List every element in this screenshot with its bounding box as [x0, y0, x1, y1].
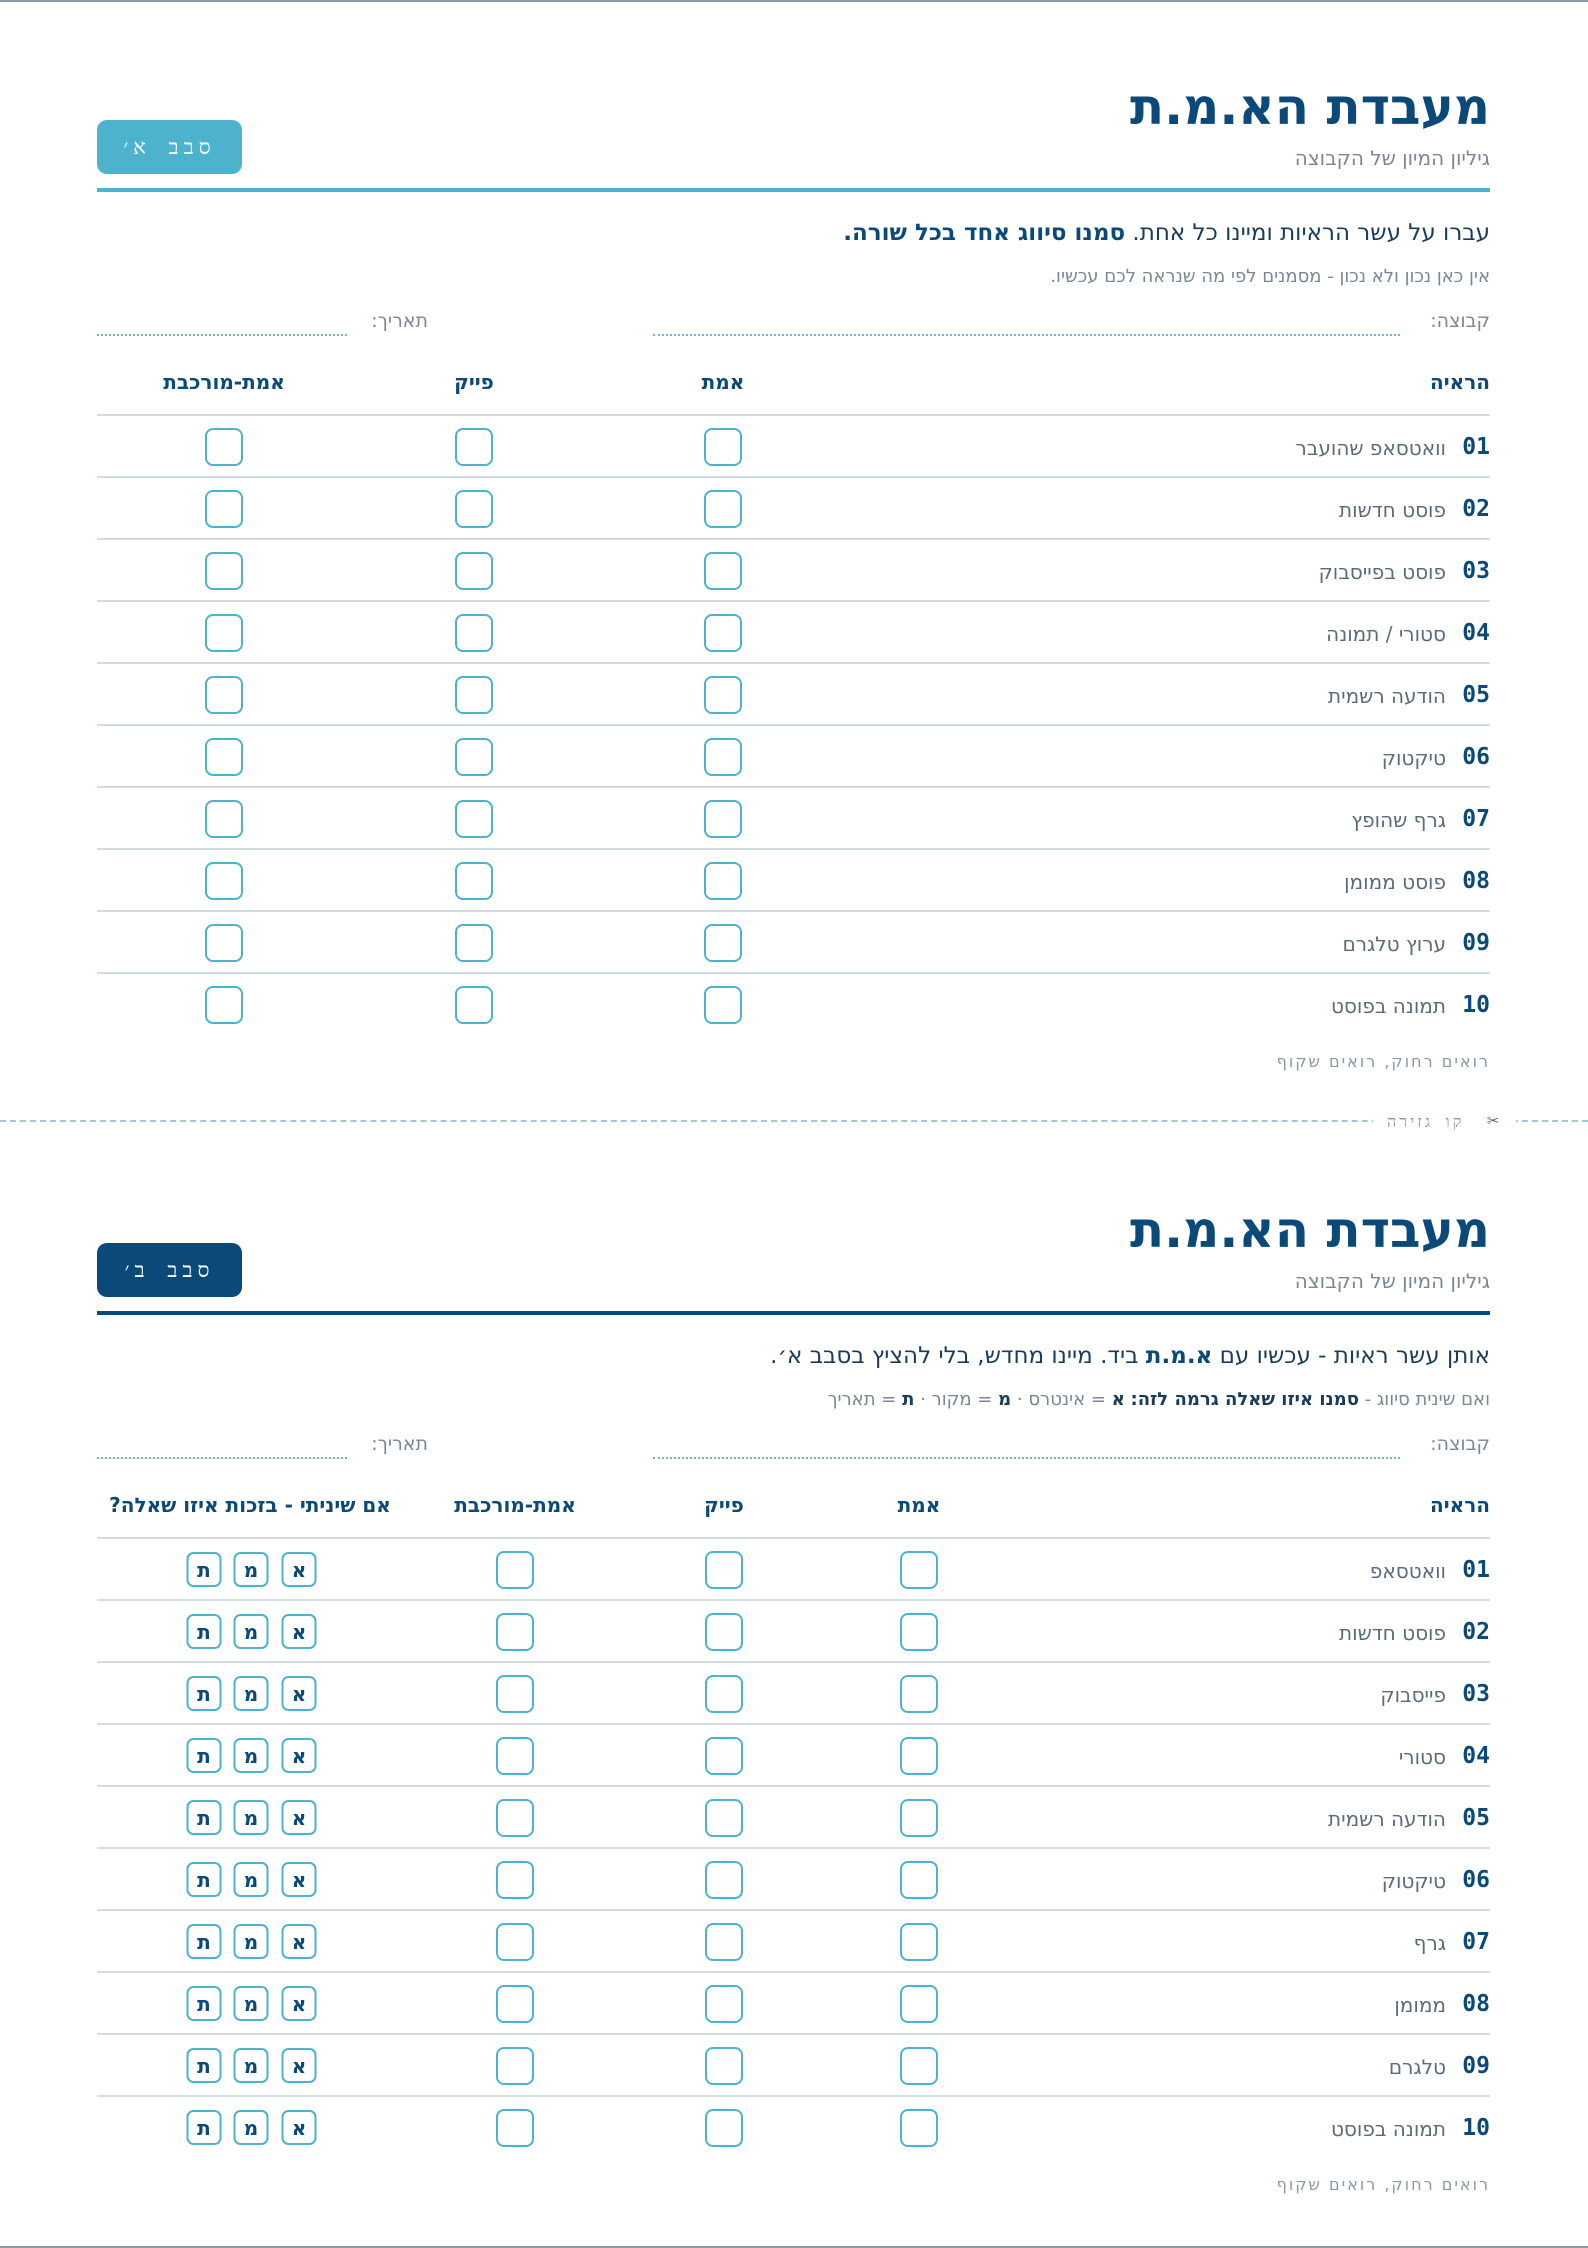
- page-title: מעבדת הא.מ.ת: [1129, 78, 1490, 136]
- row-label: סטורי / תמונה: [1326, 622, 1446, 646]
- form-fields: [97, 1427, 1490, 1477]
- letter-a-box[interactable]: א: [282, 2048, 317, 2083]
- table-row: [97, 2097, 1490, 2159]
- letter-t-box[interactable]: ת: [187, 1552, 222, 1587]
- row-number: 03: [1462, 558, 1490, 584]
- complex-checkbox[interactable]: [496, 2047, 534, 2085]
- true-checkbox[interactable]: [704, 490, 742, 528]
- table-row: [97, 974, 1490, 1036]
- complex-checkbox[interactable]: [496, 1737, 534, 1775]
- true-checkbox[interactable]: [900, 1923, 938, 1961]
- true-checkbox[interactable]: [900, 1985, 938, 2023]
- complex-checkbox[interactable]: [205, 552, 243, 590]
- group-label: קבוצה:: [1430, 1433, 1490, 1455]
- row-label: גרף: [1413, 1931, 1446, 1955]
- row-number: 10: [1462, 992, 1490, 1018]
- note-letter-m: מ: [998, 1389, 1012, 1410]
- instruction-text-end: ביד. מיינו מחדש, בלי להציץ בסבב א׳.: [770, 1343, 1139, 1369]
- row-label: פוסט חדשות: [1339, 1621, 1446, 1645]
- note: [97, 1389, 1490, 1415]
- complex-checkbox[interactable]: [496, 1923, 534, 1961]
- row-number: 05: [1462, 682, 1490, 708]
- cut-line: [0, 1120, 1588, 1122]
- row-number: 04: [1462, 620, 1490, 646]
- column-changed-question: אם שיניתי - בזכות איזו שאלה?: [109, 1493, 391, 1517]
- scissors-icon: ✂: [1486, 1108, 1502, 1132]
- row-number: 01: [1462, 434, 1490, 460]
- fake-checkbox[interactable]: [455, 924, 493, 962]
- sheet-round-b: [97, 1183, 1490, 2199]
- fake-checkbox[interactable]: [705, 2109, 743, 2147]
- row-number: 08: [1462, 868, 1490, 894]
- row-label: סטורי: [1398, 1745, 1446, 1769]
- true-checkbox[interactable]: [900, 1675, 938, 1713]
- fake-checkbox[interactable]: [455, 428, 493, 466]
- note-emphasis: סמנו איזו שאלה גרמה לזה:: [1130, 1389, 1359, 1410]
- note-letter-m-meaning: = מקור ·: [920, 1389, 993, 1410]
- column-evidence: הראיה: [1430, 1493, 1490, 1517]
- row-number: 02: [1462, 496, 1490, 522]
- fake-checkbox[interactable]: [705, 1985, 743, 2023]
- table-row: [97, 1911, 1490, 1973]
- complex-checkbox[interactable]: [496, 2109, 534, 2147]
- row-label: טיקטוק: [1381, 1869, 1446, 1893]
- table-header: [97, 1485, 1490, 1539]
- complex-checkbox[interactable]: [496, 1613, 534, 1651]
- table-row: [97, 540, 1490, 602]
- top-border: [0, 0, 1588, 2]
- letter-a-box[interactable]: א: [282, 1800, 317, 1835]
- fake-checkbox[interactable]: [705, 1923, 743, 1961]
- fake-checkbox[interactable]: [705, 1551, 743, 1589]
- complex-checkbox[interactable]: [205, 738, 243, 776]
- evidence-table: [97, 1539, 1490, 2159]
- sheet-header: [97, 1183, 1490, 1315]
- row-label: וואטסאפ שהועבר: [1295, 436, 1446, 460]
- table-header: [97, 362, 1490, 416]
- row-number: 07: [1462, 1929, 1490, 1955]
- page-title: מעבדת הא.מ.ת: [1129, 1201, 1490, 1259]
- row-label: ממומן: [1394, 1993, 1446, 2017]
- column-complex: אמת-מורכבת: [454, 1493, 576, 1517]
- true-checkbox[interactable]: [900, 1737, 938, 1775]
- true-checkbox[interactable]: [704, 676, 742, 714]
- instruction-emphasis: א.מ.ת: [1145, 1343, 1213, 1369]
- page-subtitle: גיליון המיון של הקבוצה: [1294, 146, 1490, 170]
- table-row: [97, 1725, 1490, 1787]
- table-row: [97, 850, 1490, 912]
- row-label: פוסט ממומן: [1344, 870, 1446, 894]
- true-checkbox[interactable]: [704, 428, 742, 466]
- date-field[interactable]: [97, 334, 347, 336]
- true-checkbox[interactable]: [704, 986, 742, 1024]
- table-row: [97, 664, 1490, 726]
- letter-m-box[interactable]: מ: [234, 1552, 269, 1587]
- fake-checkbox[interactable]: [455, 676, 493, 714]
- footer-slogan: רואים רחוק, רואים שקוף: [1276, 2175, 1490, 2194]
- letter-m-box[interactable]: מ: [234, 1614, 269, 1649]
- note-letter-t: ת: [902, 1389, 915, 1410]
- letter-t-box[interactable]: ת: [187, 2110, 222, 2145]
- table-row: [97, 478, 1490, 540]
- true-checkbox[interactable]: [900, 1613, 938, 1651]
- group-field[interactable]: [653, 334, 1400, 336]
- true-checkbox[interactable]: [900, 2047, 938, 2085]
- group-field[interactable]: [653, 1457, 1400, 1459]
- row-label: פוסט בפייסבוק: [1318, 560, 1446, 584]
- table-row: [97, 1849, 1490, 1911]
- letter-a-box[interactable]: א: [282, 1862, 317, 1897]
- complex-checkbox[interactable]: [205, 986, 243, 1024]
- letter-m-box[interactable]: מ: [234, 2110, 269, 2145]
- row-number: 03: [1462, 1681, 1490, 1707]
- column-fake: פייק: [454, 370, 494, 394]
- date-label: תאריך:: [371, 1433, 428, 1455]
- row-label: פייסבוק: [1380, 1683, 1446, 1707]
- letter-a-box[interactable]: א: [282, 1552, 317, 1587]
- letter-t-box[interactable]: ת: [187, 1986, 222, 2021]
- table-row: [97, 416, 1490, 478]
- row-number: 01: [1462, 1557, 1490, 1583]
- letter-t-box[interactable]: ת: [187, 1862, 222, 1897]
- page-subtitle: גיליון המיון של הקבוצה: [1294, 1269, 1490, 1293]
- fake-checkbox[interactable]: [455, 738, 493, 776]
- row-label: הודעה רשמית: [1327, 684, 1446, 708]
- row-number: 09: [1462, 930, 1490, 956]
- instruction-text: עברו על עשר הראיות ומיינו כל אחת.: [1132, 220, 1490, 246]
- true-checkbox[interactable]: [900, 1551, 938, 1589]
- complex-checkbox[interactable]: [205, 862, 243, 900]
- complex-checkbox[interactable]: [205, 924, 243, 962]
- column-complex: אמת-מורכבת: [163, 370, 285, 394]
- note-letter-t-meaning: = תאריך: [827, 1389, 897, 1410]
- letter-a-box[interactable]: א: [282, 1924, 317, 1959]
- fake-checkbox[interactable]: [455, 614, 493, 652]
- row-label: וואטסאפ: [1369, 1559, 1446, 1583]
- note-text: ואם שינית סיווג -: [1364, 1389, 1490, 1410]
- row-label: פוסט חדשות: [1339, 498, 1446, 522]
- true-checkbox[interactable]: [704, 614, 742, 652]
- letter-t-box[interactable]: ת: [187, 1800, 222, 1835]
- fake-checkbox[interactable]: [705, 1799, 743, 1837]
- fake-checkbox[interactable]: [455, 800, 493, 838]
- date-label: תאריך:: [371, 310, 428, 332]
- row-number: 10: [1462, 2115, 1490, 2141]
- header-divider: [97, 1311, 1490, 1315]
- round-badge: סבב ב׳: [97, 1243, 242, 1297]
- instruction-emphasis: סמנו סיווג אחד בכל שורה.: [843, 220, 1126, 246]
- row-label: תמונה בפוסט: [1330, 2117, 1446, 2141]
- row-number: 04: [1462, 1743, 1490, 1769]
- letter-t-box[interactable]: ת: [187, 2048, 222, 2083]
- true-checkbox[interactable]: [704, 552, 742, 590]
- fake-checkbox[interactable]: [455, 986, 493, 1024]
- letter-t-box[interactable]: ת: [187, 1614, 222, 1649]
- fake-checkbox[interactable]: [705, 1613, 743, 1651]
- table-row: [97, 1601, 1490, 1663]
- letter-t-box[interactable]: ת: [187, 1738, 222, 1773]
- date-field[interactable]: [97, 1457, 347, 1459]
- letter-a-box[interactable]: א: [282, 1986, 317, 2021]
- complex-checkbox[interactable]: [205, 676, 243, 714]
- evidence-table: [97, 416, 1490, 1036]
- table-row: [97, 602, 1490, 664]
- fake-checkbox[interactable]: [705, 1861, 743, 1899]
- fake-checkbox[interactable]: [705, 1737, 743, 1775]
- footer-slogan: רואים רחוק, רואים שקוף: [1276, 1052, 1490, 1071]
- table-row: [97, 912, 1490, 974]
- row-number: 06: [1462, 744, 1490, 770]
- letter-a-box[interactable]: א: [282, 1738, 317, 1773]
- instructions: [97, 1343, 1490, 1375]
- instructions: [97, 220, 1490, 252]
- table-row: [97, 788, 1490, 850]
- row-label: טלגרם: [1388, 2055, 1446, 2079]
- true-checkbox[interactable]: [900, 1799, 938, 1837]
- letter-m-box[interactable]: מ: [234, 1676, 269, 1711]
- complex-checkbox[interactable]: [496, 1551, 534, 1589]
- letter-t-box[interactable]: ת: [187, 1924, 222, 1959]
- complex-checkbox[interactable]: [205, 800, 243, 838]
- column-evidence: הראיה: [1430, 370, 1490, 394]
- table-row: [97, 1787, 1490, 1849]
- row-number: 05: [1462, 1805, 1490, 1831]
- note-text: אין כאן נכון ולא נכון - מסמנים לפי מה שנראה לכם עכשיו.: [1050, 266, 1490, 287]
- complex-checkbox[interactable]: [205, 490, 243, 528]
- instruction-text: אותן עשר ראיות - עכשיו עם: [1219, 1343, 1490, 1369]
- letter-m-box[interactable]: מ: [234, 1924, 269, 1959]
- column-true: אמת: [897, 1493, 941, 1517]
- row-number: 02: [1462, 1619, 1490, 1645]
- row-number: 08: [1462, 1991, 1490, 2017]
- column-true: אמת: [701, 370, 745, 394]
- table-row: [97, 2035, 1490, 2097]
- fake-checkbox[interactable]: [705, 2047, 743, 2085]
- letter-m-box[interactable]: מ: [234, 1800, 269, 1835]
- true-checkbox[interactable]: [900, 2109, 938, 2147]
- table-row: [97, 1663, 1490, 1725]
- sheet-header: [97, 60, 1490, 192]
- row-label: טיקטוק: [1381, 746, 1446, 770]
- group-label: קבוצה:: [1430, 310, 1490, 332]
- row-label: תמונה בפוסט: [1330, 994, 1446, 1018]
- row-label: ערוץ טלגרם: [1342, 932, 1446, 956]
- true-checkbox[interactable]: [704, 800, 742, 838]
- complex-checkbox[interactable]: [496, 1799, 534, 1837]
- note-letter-a-meaning: = אינטרס ·: [1016, 1389, 1106, 1410]
- true-checkbox[interactable]: [704, 924, 742, 962]
- row-number: 07: [1462, 806, 1490, 832]
- true-checkbox[interactable]: [704, 862, 742, 900]
- column-fake: פייק: [704, 1493, 744, 1517]
- table-row: [97, 1539, 1490, 1601]
- cut-text: קו גזירה: [1387, 1112, 1465, 1131]
- fake-checkbox[interactable]: [455, 862, 493, 900]
- header-divider: [97, 188, 1490, 192]
- letter-a-box[interactable]: א: [282, 1614, 317, 1649]
- round-badge: סבב א׳: [97, 120, 242, 174]
- row-number: 09: [1462, 2053, 1490, 2079]
- cut-label: [1373, 1108, 1516, 1132]
- sheet-round-a: [97, 60, 1490, 1076]
- letter-m-box[interactable]: מ: [234, 1738, 269, 1773]
- letter-a-box[interactable]: א: [282, 1676, 317, 1711]
- letter-m-box[interactable]: מ: [234, 2048, 269, 2083]
- row-number: 06: [1462, 1867, 1490, 1893]
- complex-checkbox[interactable]: [205, 614, 243, 652]
- complex-checkbox[interactable]: [496, 1675, 534, 1713]
- row-label: גרף שהופץ: [1351, 808, 1446, 832]
- fake-checkbox[interactable]: [455, 490, 493, 528]
- complex-checkbox[interactable]: [496, 1985, 534, 2023]
- letter-m-box[interactable]: מ: [234, 1862, 269, 1897]
- letter-m-box[interactable]: מ: [234, 1986, 269, 2021]
- row-label: הודעה רשמית: [1327, 1807, 1446, 1831]
- true-checkbox[interactable]: [704, 738, 742, 776]
- fake-checkbox[interactable]: [705, 1675, 743, 1713]
- complex-checkbox[interactable]: [496, 1861, 534, 1899]
- fake-checkbox[interactable]: [455, 552, 493, 590]
- note-letter-a: א: [1111, 1389, 1125, 1410]
- letter-a-box[interactable]: א: [282, 2110, 317, 2145]
- form-fields: [97, 304, 1490, 354]
- letter-t-box[interactable]: ת: [187, 1676, 222, 1711]
- table-row: [97, 726, 1490, 788]
- true-checkbox[interactable]: [900, 1861, 938, 1899]
- table-row: [97, 1973, 1490, 2035]
- complex-checkbox[interactable]: [205, 428, 243, 466]
